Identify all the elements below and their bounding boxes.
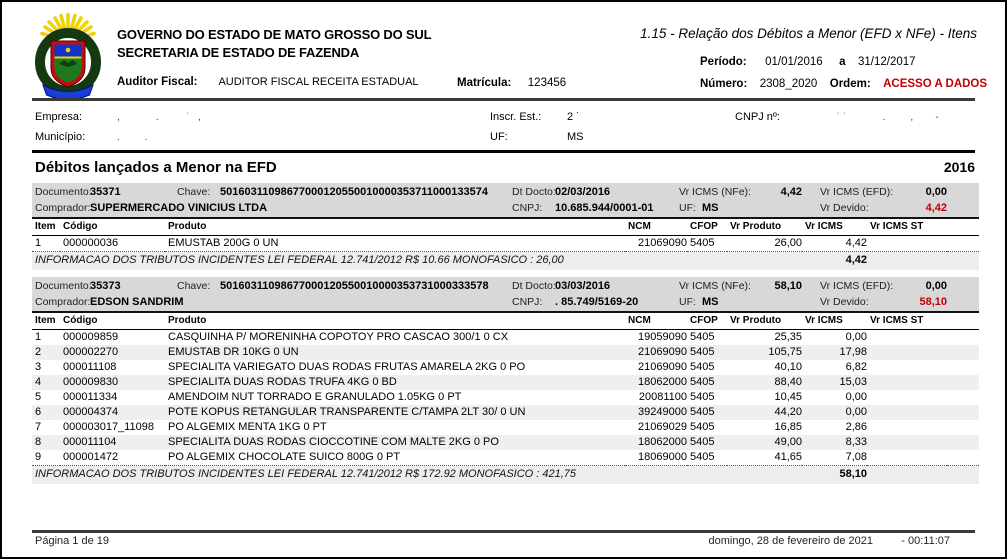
periodo-label: Período:: [700, 56, 747, 68]
col-filler: [947, 219, 979, 236]
vr-icms-cell: 0,00: [845, 331, 867, 343]
dt-docto-label: Dt Docto:: [512, 186, 556, 198]
col-produto: Produto: [165, 219, 625, 236]
vr-icms-st-cell: [867, 435, 947, 450]
col-vr-icms: Vr ICMS: [802, 313, 867, 330]
ncm-cell: 19059090: [638, 331, 687, 343]
col-item: Item: [32, 313, 60, 330]
vr-icms-st-cell: [867, 390, 947, 405]
vr-icms-cell: 0,00: [845, 406, 867, 418]
section-title: Débitos lançados a Menor na EFD: [35, 159, 277, 176]
cnpj-value: 10.685.944/0001-01: [555, 202, 654, 214]
cfop-cell: 5405: [690, 436, 715, 448]
empresa-label: Empresa:: [35, 111, 83, 123]
item-row: [32, 375, 979, 390]
vr-icms-cell: 2,86: [845, 421, 867, 433]
ncm-cell: 18062000: [638, 436, 687, 448]
vr-icms-st-cell: [867, 360, 947, 375]
vr-produto-cell: 40,10: [774, 361, 802, 373]
produto-cell: EMUSTAB 200G 0 UN: [168, 237, 279, 249]
vr-devido-label: Vr Devido:: [820, 296, 869, 308]
col-vr-produto: Vr Produto: [727, 219, 802, 236]
vr-devido-value: 58,10: [919, 296, 947, 308]
vr-icms-nfe-value: 58,10: [774, 280, 802, 292]
vr-produto-cell: 26,00: [774, 237, 802, 249]
ms-coat-of-arms-logo: [28, 12, 108, 107]
vr-produto-cell: 49,00: [774, 436, 802, 448]
dt-docto-value: 02/03/2016: [555, 186, 611, 198]
produto-cell: POTE KOPUS RETANGULAR TRANSPARENTE C/TAMPA 2LT 30/ 0 UN: [168, 406, 526, 418]
filler-cell: [947, 420, 979, 435]
ncm-cell: 18062000: [638, 376, 687, 388]
footer-divider: [32, 530, 975, 533]
vr-icms-st-cell: [867, 450, 947, 466]
col-codigo: Código: [60, 313, 165, 330]
filler-cell: [947, 405, 979, 420]
vr-icms-st-cell: [867, 330, 947, 346]
cfop-cell: 5405: [690, 237, 715, 249]
ncm-cell: 20081100: [638, 391, 687, 403]
comprador-value: SUPERMERCADO VINICIUS LTDA: [90, 202, 268, 214]
periodo-row: [700, 52, 916, 70]
items-table: [32, 219, 979, 270]
vr-icms-total: 4,42: [802, 252, 867, 271]
ncm-cell: 21069090: [638, 237, 687, 249]
vr-icms-cell: 0,00: [845, 391, 867, 403]
item-row: [32, 405, 979, 420]
filler-cell: [947, 390, 979, 405]
codigo-cell: 000001472: [63, 451, 119, 463]
filler-cell: [947, 360, 979, 375]
vr-produto-cell: 10,45: [774, 391, 802, 403]
produto-cell: PO ALGEMIX CHOCOLATE SUICO 800G 0 PT: [168, 451, 401, 463]
cnpj-label: CNPJ:: [512, 202, 543, 214]
vr-produto-cell: 44,20: [774, 406, 802, 418]
vr-produto-cell: 25,35: [774, 331, 802, 343]
vr-icms-cell: 6,82: [845, 361, 867, 373]
produto-cell: PO ALGEMIX MENTA 1KG 0 PT: [168, 421, 327, 433]
ncm-cell: 21069029: [638, 421, 687, 433]
filler-cell: [947, 450, 979, 466]
col-produto: Produto: [165, 313, 625, 330]
document-header-band: [32, 277, 979, 313]
tributos-info-row: [32, 466, 979, 485]
comprador-label: Comprador:: [35, 202, 91, 214]
cnpj-label: CNPJ:: [512, 296, 543, 308]
item-number-cell: 3: [35, 361, 42, 373]
vr-icms-nfe-label: Vr ICMS (NFe):: [679, 186, 751, 198]
item-row: [32, 345, 979, 360]
col-vr-icms-st: Vr ICMS ST: [867, 219, 947, 236]
municipio-label: Município:: [35, 131, 86, 143]
header-divider: [32, 98, 975, 101]
col-codigo: Código: [60, 219, 165, 236]
uf-value: MS: [702, 202, 719, 214]
cfop-cell: 5405: [690, 406, 715, 418]
vr-icms-st-cell: [867, 375, 947, 390]
filler-cell: [947, 435, 979, 450]
codigo-cell: 000011104: [63, 436, 117, 448]
items-body: [32, 330, 979, 466]
ordem-label: Ordem:: [829, 78, 871, 90]
filler-cell: [947, 345, 979, 360]
vr-icms-nfe-value: 4,42: [780, 186, 802, 198]
dt-docto-value: 03/03/2016: [555, 280, 611, 292]
chave-label: Chave:: [177, 186, 211, 198]
company-divider: [32, 150, 975, 153]
ncm-cell: 21069090: [638, 361, 687, 373]
item-row: [32, 420, 979, 435]
item-number-cell: 7: [35, 421, 42, 433]
cnpj-value: . 85.749/5169-20: [555, 296, 639, 308]
dt-docto-label: Dt Docto:: [512, 280, 556, 292]
tributos-info-text: INFORMACAO DOS TRIBUTOS INCIDENTES LEI FEDERAL 12.741/2012 R$ 172.92 MONOFASICO : 421,75: [32, 466, 802, 485]
filler-cell: [947, 375, 979, 390]
item-number-cell: 4: [35, 376, 42, 388]
produto-cell: SPECIALITA DUAS RODAS CIOCCOTINE COM MALTE 2KG 0 PO: [168, 436, 499, 448]
matricula-row: [457, 73, 566, 91]
vr-icms-st-cell: [867, 420, 947, 435]
uf-label: UF:: [679, 202, 696, 214]
item-number-cell: 5: [35, 391, 42, 403]
col-vr-icms-st: Vr ICMS ST: [867, 313, 947, 330]
filler-cell: [947, 236, 979, 252]
auditor-label: Auditor Fiscal:: [117, 76, 198, 88]
documento-value: 35373: [90, 280, 121, 292]
produto-cell: CASQUINHA P/ MORENINHA COPOTOY PRO CASCAO 300/1 0 CX: [168, 331, 509, 343]
col-cfop: CFOP: [687, 313, 727, 330]
document-group: [32, 277, 979, 484]
numero-label: Número:: [700, 78, 748, 90]
vr-icms-st-cell: [867, 345, 947, 360]
uf-value: MS: [702, 296, 719, 308]
col-item: Item: [32, 219, 60, 236]
vr-icms-st-cell: [867, 405, 947, 420]
uf-label: UF:: [679, 296, 696, 308]
col-vr-produto: Vr Produto: [727, 313, 802, 330]
periodo-from: 01/01/2016: [765, 56, 823, 68]
documento-label: Documento:: [35, 280, 92, 292]
produto-cell: SPECIALITA DUAS RODAS TRUFA 4KG 0 BD: [168, 376, 397, 388]
codigo-cell: 000003017_11098: [63, 421, 154, 433]
item-number-cell: 8: [35, 436, 42, 448]
vr-devido-label: Vr Devido:: [820, 202, 869, 214]
footer-date: domingo, 28 de fevereiro de 2021: [708, 535, 873, 547]
report-title: 1.15 - Relação dos Débitos a Menor (EFD x NFe) - Itens: [640, 26, 977, 41]
matricula-label: Matrícula:: [457, 77, 512, 89]
inscr-est-label: Inscr. Est.:: [490, 111, 542, 123]
item-number-cell: 2: [35, 346, 42, 358]
vr-icms-cell: 8,33: [845, 436, 867, 448]
uf-header-value: MS: [567, 131, 584, 143]
auditor-row: [117, 72, 419, 90]
item-number-cell: 1: [35, 331, 42, 343]
item-row: [32, 435, 979, 450]
items-header-row: [32, 219, 979, 236]
matricula-value: 123456: [527, 77, 567, 89]
item-number-cell: 9: [35, 451, 42, 463]
vr-devido-value: 4,42: [925, 202, 947, 214]
codigo-cell: 000009830: [63, 376, 119, 388]
cfop-cell: 5405: [690, 451, 715, 463]
cfop-cell: 5405: [690, 391, 715, 403]
periodo-to: 31/12/2017: [857, 56, 916, 68]
footer-time: - 00:11:07: [901, 535, 950, 547]
chave-value: 50160311098677000120550010000353731000333578: [220, 280, 489, 292]
vr-produto-cell: 105,75: [768, 346, 802, 358]
produto-cell: SPECIALITA VARIEGATO DUAS RODAS FRUTAS AMARELA 2KG 0 PO: [168, 361, 526, 373]
vr-icms-nfe-label: Vr ICMS (NFe):: [679, 280, 751, 292]
documento-label: Documento:: [35, 186, 92, 198]
vr-icms-cell: 17,98: [839, 346, 867, 358]
municipio-value: . .: [117, 132, 148, 143]
codigo-cell: 000000036: [63, 237, 119, 249]
ncm-cell: 39249000: [638, 406, 687, 418]
auditor-value: AUDITOR FISCAL RECEITA ESTADUAL: [218, 76, 419, 88]
vr-produto-cell: 88,40: [774, 376, 802, 388]
col-ncm: NCM: [625, 313, 687, 330]
items-body: [32, 236, 979, 252]
items-header-row: [32, 313, 979, 330]
info-filler: [867, 252, 979, 271]
vr-icms-cell: 7,08: [845, 451, 867, 463]
org-name-line2: SECRETARIA DE ESTADO DE FAZENDA: [117, 45, 360, 60]
document-group: [32, 183, 979, 270]
codigo-cell: 000011334: [63, 391, 118, 403]
item-row: [32, 360, 979, 375]
codigo-cell: 000009859: [63, 331, 119, 343]
filler-cell: [947, 330, 979, 346]
vr-produto-cell: 41,65: [774, 451, 802, 463]
coat-of-arms-icon: [28, 12, 108, 102]
documents-container: [32, 183, 979, 484]
produto-cell: EMUSTAB DR 10KG 0 UN: [168, 346, 299, 358]
vr-icms-cell: 15,03: [839, 376, 867, 388]
comprador-label: Comprador:: [35, 296, 91, 308]
cfop-cell: 5405: [690, 376, 715, 388]
ordem-value: ACESSO A DADOS: [883, 78, 988, 90]
vr-icms-efd-value: 0,00: [925, 280, 947, 292]
numero-value: 2308_2020: [759, 78, 818, 90]
cfop-cell: 5405: [690, 361, 715, 373]
chave-label: Chave:: [177, 280, 211, 292]
item-number-cell: 6: [35, 406, 42, 418]
ncm-cell: 18069000: [638, 451, 687, 463]
vr-icms-efd-label: Vr ICMS (EFD):: [820, 186, 894, 198]
col-filler: [947, 313, 979, 330]
info-filler: [867, 466, 979, 485]
vr-icms-st-cell: [867, 236, 947, 252]
comprador-value: EDSON SANDRIM: [90, 296, 184, 308]
item-row: [32, 390, 979, 405]
vr-icms-efd-label: Vr ICMS (EFD):: [820, 280, 894, 292]
tributos-info-text: INFORMACAO DOS TRIBUTOS INCIDENTES LEI FEDERAL 12.741/2012 R$ 10.66 MONOFASICO : 26,00: [32, 252, 802, 271]
produto-cell: AMENDOIM NUT TORRADO E GRANULADO 1.05KG 0 PT: [168, 391, 462, 403]
ncm-cell: 21069090: [638, 346, 687, 358]
section-year: 2016: [943, 159, 975, 175]
chave-value: 50160311098677000120550010000353711000133574: [220, 186, 488, 198]
item-row: [32, 450, 979, 466]
cnpj-header-value: ˙ ˙ . , -: [837, 112, 939, 123]
org-name-line1: GOVERNO DO ESTADO DE MATO GROSSO DO SUL: [117, 27, 432, 42]
cfop-cell: 5405: [690, 331, 715, 343]
item-row: [32, 236, 979, 252]
col-vr-icms: Vr ICMS: [802, 219, 867, 236]
cfop-cell: 5405: [690, 421, 715, 433]
item-number-cell: 1: [35, 237, 42, 249]
cfop-cell: 5405: [690, 346, 715, 358]
document-header-band: [32, 183, 979, 219]
empresa-value: , . ˙ ,: [117, 112, 201, 123]
codigo-cell: 000004374: [63, 406, 119, 418]
footer-page-number: Página 1 de 19: [35, 535, 110, 547]
tributos-info-row: [32, 252, 979, 271]
numero-row: [700, 74, 987, 92]
vr-icms-efd-value: 0,00: [925, 186, 947, 198]
inscr-est-value: 2 ˙: [567, 111, 580, 123]
items-table: [32, 313, 979, 484]
vr-icms-cell: 4,42: [845, 237, 867, 249]
uf-header-label: UF:: [490, 131, 508, 143]
documento-value: 35371: [90, 186, 121, 198]
periodo-conjunction: a: [839, 56, 846, 68]
codigo-cell: 000002270: [63, 346, 119, 358]
col-cfop: CFOP: [687, 219, 727, 236]
item-row: [32, 330, 979, 346]
col-ncm: NCM: [625, 219, 687, 236]
codigo-cell: 000011108: [63, 361, 117, 373]
vr-produto-cell: 16,85: [774, 421, 802, 433]
vr-icms-total: 58,10: [802, 466, 867, 485]
cnpj-header-label: CNPJ nº:: [735, 111, 780, 123]
